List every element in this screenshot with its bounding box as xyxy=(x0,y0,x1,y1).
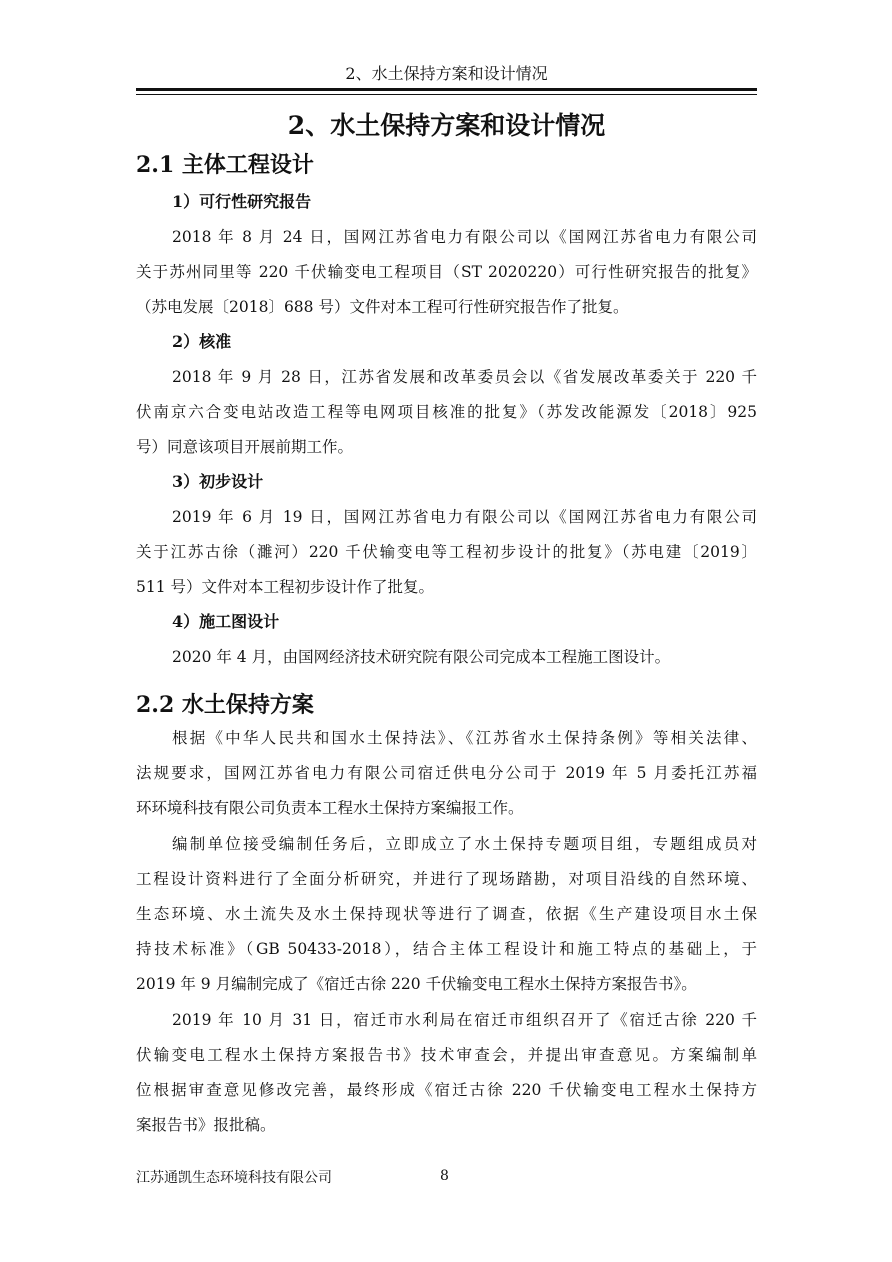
subsection-heading-approval: 2）核准 xyxy=(172,332,232,351)
paragraph-line: 生态环境、水土流失及水土保持现状等进行了调查，依据《生产建设项目水土保 xyxy=(136,905,757,923)
paragraph-line: 2019 年 6 月 19 日，国网江苏省电力有限公司以《国网江苏省电力有限公司 xyxy=(172,508,757,526)
header-rule-thin xyxy=(136,94,757,95)
paragraph-line: 根据《中华人民共和国水土保持法》、《江苏省水土保持条例》等相关法律、 xyxy=(172,729,757,747)
paragraph-line: 号）同意该项目开展前期工作。 xyxy=(136,438,354,456)
chapter-title: 2、水土保持方案和设计情况 xyxy=(287,111,606,140)
paragraph-line: 2019 年 9 月编制完成了《宿迁古徐 220 千伏输变电工程水土保持方案报告书》。 xyxy=(136,975,697,993)
subsection-heading-feasibility: 1）可行性研究报告 xyxy=(172,192,312,211)
paragraph-line: 案报告书》报批稿。 xyxy=(136,1116,276,1134)
paragraph-line: 2020 年 4 月，由国网经济技术研究院有限公司完成本工程施工图设计。 xyxy=(172,648,671,666)
paragraph-line: 511 号）文件对本工程初步设计作了批复。 xyxy=(136,578,435,596)
header-rule-thick xyxy=(136,88,757,91)
page-number: 8 xyxy=(440,1168,449,1184)
paragraph-line: 2019 年 10 月 31 日，宿迁市水利局在宿迁市组织召开了《宿迁古徐 220 千 xyxy=(172,1011,757,1029)
paragraph-line: 环环境科技有限公司负责本工程水土保持方案编报工作。 xyxy=(136,799,524,817)
paragraph-line: （苏电发展〔2018〕688 号）文件对本工程可行性研究报告作了批复。 xyxy=(136,298,629,316)
paragraph-line: 伏南京六合变电站改造工程等电网项目核准的批复》（苏发改能源发〔2018〕925 xyxy=(136,403,757,421)
paragraph-line: 持技术标准》（GB 50433-2018），结合主体工程设计和施工特点的基础上，于 xyxy=(136,940,757,958)
paragraph-line: 工程设计资料进行了全面分析研究，并进行了现场踏勘，对项目沿线的自然环境、 xyxy=(136,870,757,888)
paragraph-line: 伏输变电工程水土保持方案报告书》技术审查会，并提出审查意见。方案编制单 xyxy=(136,1046,757,1064)
subsection-heading-construction-drawing: 4）施工图设计 xyxy=(172,612,280,631)
paragraph-line: 关于苏州同里等 220 千伏输变电工程项目（ST 2020220）可行性研究报告的批复》 xyxy=(136,263,757,281)
running-header: 2、水土保持方案和设计情况 xyxy=(345,64,548,83)
section-heading-2-1: 2.1 主体工程设计 xyxy=(136,152,314,178)
paragraph-line: 位根据审查意见修改完善，最终形成《宿迁古徐 220 千伏输变电工程水土保持方 xyxy=(136,1081,757,1099)
paragraph-line: 2018 年 9 月 28 日，江苏省发展和改革委员会以《省发展改革委关于 220 千 xyxy=(172,368,757,386)
paragraph-line: 编制单位接受编制任务后，立即成立了水土保持专题项目组，专题组成员对 xyxy=(172,835,757,853)
paragraph-line: 法规要求，国网江苏省电力有限公司宿迁供电分公司于 2019 年 5 月委托江苏福 xyxy=(136,764,757,782)
section-heading-2-2: 2.2 水土保持方案 xyxy=(136,692,314,718)
paragraph-line: 2018 年 8 月 24 日，国网江苏省电力有限公司以《国网江苏省电力有限公司 xyxy=(172,228,757,246)
footer-company: 江苏通凯生态环境科技有限公司 xyxy=(136,1170,332,1186)
subsection-heading-preliminary-design: 3）初步设计 xyxy=(172,472,264,491)
paragraph-line: 关于江苏古徐（濉河）220 千伏输变电等工程初步设计的批复》（苏电建〔2019〕 xyxy=(136,543,757,561)
